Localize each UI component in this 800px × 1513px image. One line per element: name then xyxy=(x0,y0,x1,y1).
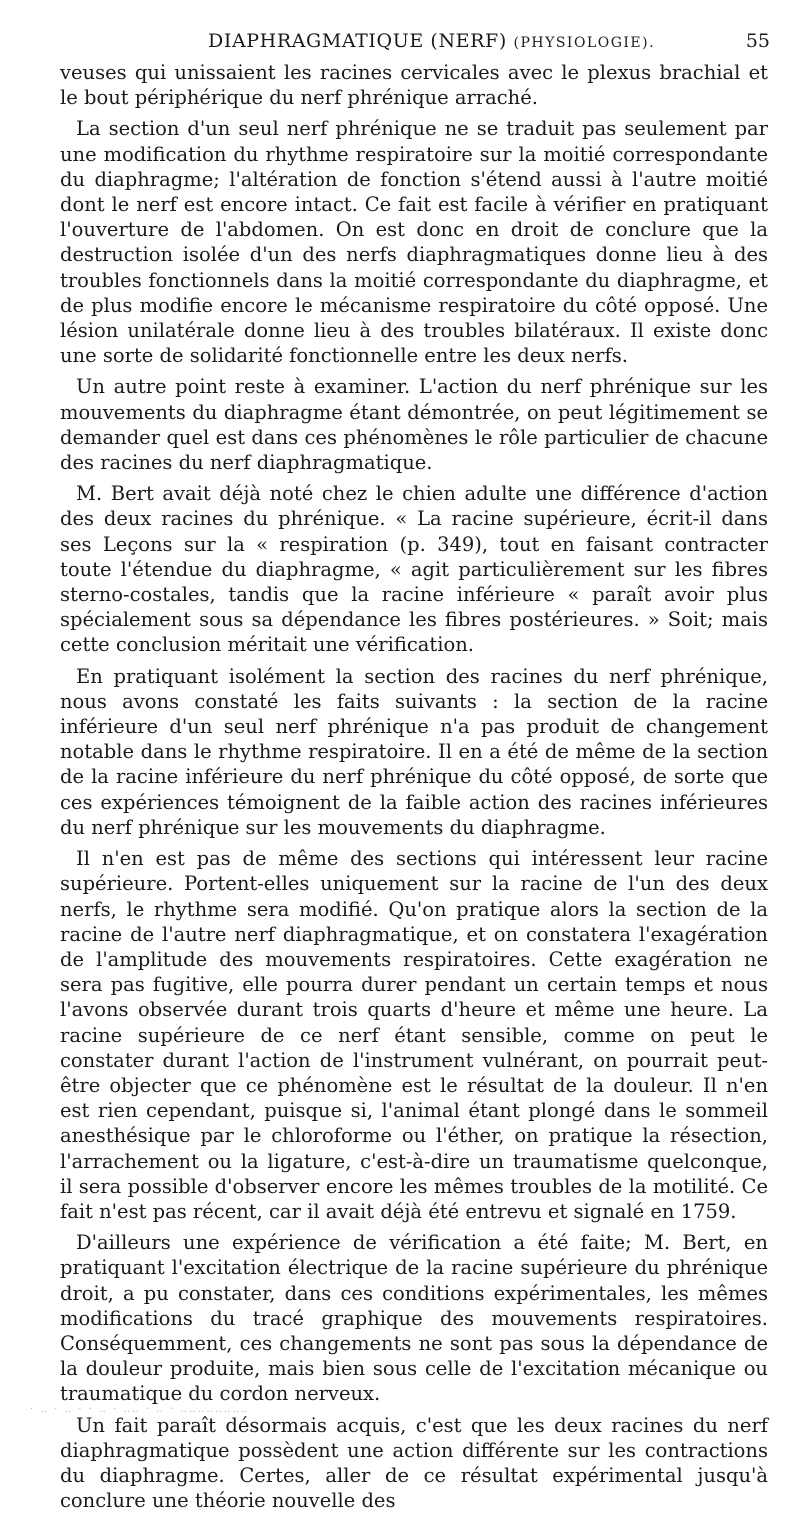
running-head xyxy=(60,30,770,54)
running-title xyxy=(208,30,655,52)
paragraph: La section d'un seul nerf phrénique ne se traduit pas seulement par une modification du rhythme respiratoire sur la moitié correspondante du diaphragme; l'altération de fonction s'étend aussi à l'autre moitié dont le nerf est encore intact. Ce fait est facile à vérifier en pratiquant l'ouverture de l'abdomen. On est donc en droit de conclure que la destruction isolée d'un des nerfs diaphragmatiques donne lieu à des troubles fonctionnels dans la moitié correspondante du diaphragme, et de plus modifie encore le mécanisme respiratoire du côté opposé. Une lésion unilatérale donne lieu à des troubles bilatéraux. Il existe donc une sorte de solidarité fonctionnelle entre les deux nerfs. xyxy=(60,117,768,368)
bleed-through-noise: · ‥ · ‥ · · ‥ · ‥‥ · ‥ · ‥‥‥‥‥‥‥‥ xyxy=(30,1404,250,1415)
paragraph: Un autre point reste à examiner. L'action du nerf phrénique sur les mouvements du diaphragme étant démontrée, on peut légitimement se demander quel est dans ces phénomènes le rôle particulier de chacune des racines du nerf diaphragmatique. xyxy=(60,375,768,475)
page-number: 55 xyxy=(745,30,770,52)
paragraph: veuses qui unissaient les racines cervicales avec le plexus brachial et le bout périphérique du nerf phrénique arraché. xyxy=(60,61,768,110)
header-title: DIAPHRAGMATIQUE (NERF) xyxy=(208,30,507,52)
header-subtitle: (PHYSIOLOGIE). xyxy=(513,35,656,51)
paragraph: En pratiquant isolément la section des racines du nerf phrénique, nous avons constaté les faits suivants : la section de la racine inférieure d'un seul nerf phrénique n'a pas produit de changement notable dans le rhythme respiratoire. Il en a été de même de la section de la racine inférieure du nerf phrénique du côté opposé, de sorte que ces expériences témoignent de la faible action des racines inférieures du nerf phrénique sur les mouvements du diaphragme. xyxy=(60,664,768,839)
paragraph: Il n'en est pas de même des sections qui intéressent leur racine supérieure. Portent-elles uniquement sur la racine de l'un des deux nerfs, le rhythme sera modifié. Qu'on pratique alors la section de la racine de l'autre nerf diaphragmatique, et on constatera l'exagération de l'amplitude des mouvements respiratoires. Cette exagération ne sera pas fugitive, elle pourra durer pendant un certain temps et nous l'avons observée durant trois quarts d'heure et même une heure. La racine supérieure de ce nerf étant sensible, comme on peut le constater durant l'action de l'instrument vulnérant, on pourrait peut-être objecter que ce phénomène est le résultat de la douleur. Il n'en est rien cependant, puisque si, l'animal étant plongé dans le sommeil anesthésique par le chloroforme ou l'éther, on pratique la résection, l'arrachement ou la ligature, c'est-à-dire un traumatisme quelconque, il sera possible d'observer encore les mêmes troubles de la motilité. Ce fait n'est pas récent, car il avait déjà été entrevu et signalé en 1759. xyxy=(60,847,768,1223)
paragraph: Un fait paraît désormais acquis, c'est que les deux racines du nerf diaphragmatique possèdent une action différente sur les contractions du diaphragme. Certes, aller de ce résultat expérimental jusqu'à conclure une théorie nouvelle des xyxy=(60,1413,768,1513)
body-text xyxy=(60,60,768,1513)
paragraph: D'ailleurs une expérience de vérification a été faite; M. Bert, en pratiquant l'excitation électrique de la racine supérieure du phrénique droit, a pu constater, dans ces conditions expérimentales, les mêmes modifications du tracé graphique des mouvements respiratoires. Conséquemment, ces changements ne sont pas sous la dépendance de la douleur produite, mais bien sous celle de l'excitation mécanique ou traumatique du cordon nerveux. xyxy=(60,1231,768,1406)
paragraph: M. Bert avait déjà noté chez le chien adulte une différence d'action des deux racines du phrénique. « La racine supérieure, écrit-il dans ses Leçons sur la « respiration (p. 349), tout en faisant contracter toute l'étendue du diaphragme, « agit particulièrement sur les fibres sterno-costales, tandis que la racine inférieure « paraît avoir plus spécialement sous sa dépendance les fibres postérieures. » Soit; mais cette conclusion méritait une vérification. xyxy=(60,482,768,657)
